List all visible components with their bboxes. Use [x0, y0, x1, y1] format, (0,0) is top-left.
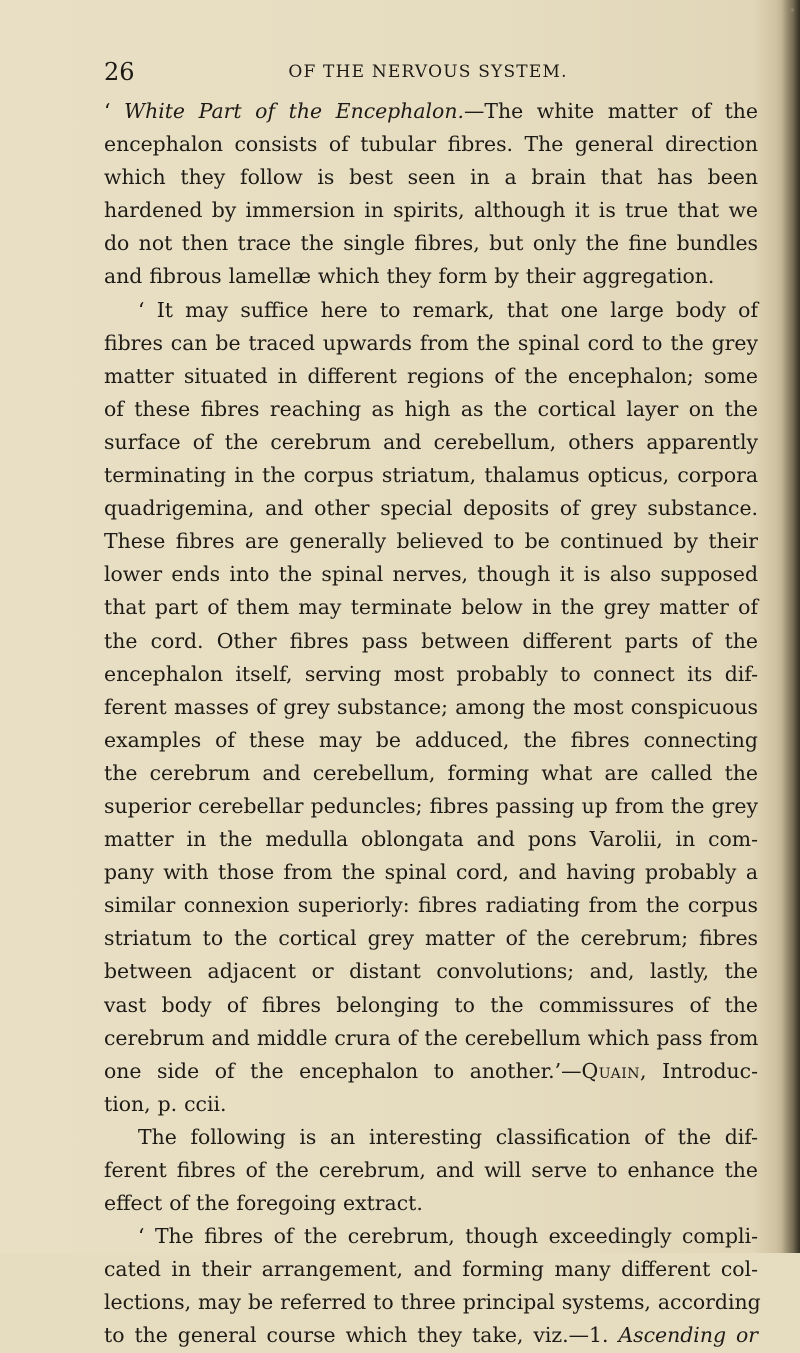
text-line: terminating in the corpus striatum, thalamus opticus, corpora [104, 463, 758, 488]
text-line: superior cerebellar peduncles; fibres passing up from the grey [104, 793, 758, 818]
text-line: cated in their arrangement, and forming many different col- [104, 1257, 758, 1282]
text-line: of these fibres reaching as high as the cortical layer on the [104, 396, 758, 421]
text-line: lower ends into the spinal nerves, though it is also supposed [104, 562, 758, 587]
text-line: ‘ White Part of the Encephalon.—The white matter of the [104, 99, 758, 123]
page-number: 26 [104, 58, 135, 86]
text-line: encephalon itself, serving most probably to connect its dif- [104, 661, 758, 686]
text-line: do not then trace the single fibres, but only the fine bundles [104, 231, 758, 256]
text-line: between adjacent or distant convolutions; and, lastly, the [104, 959, 758, 984]
text-line: hardened by immersion in spirits, although it is true that we [104, 198, 758, 223]
text-line: fibres can be traced upwards from the spinal cord to the grey [104, 330, 758, 355]
text-line: The following is an interesting classification of the dif- [138, 1124, 758, 1149]
text-line: that part of them may terminate below in the grey matter of [104, 595, 758, 620]
text-line: striatum to the cortical grey matter of the cerebrum; fibres [104, 926, 758, 951]
text-line: and fibrous lamellæ which they form by their aggregation. [104, 264, 715, 289]
text-line: similar connexion superiorly: fibres radiating from the corpus [104, 893, 758, 918]
page-header [104, 58, 752, 88]
text-line: matter in the medulla oblongata and pons Varolii, in com- [104, 827, 758, 852]
text-line: the cerebrum and cerebellum, forming what are called the [104, 760, 758, 785]
text-line: tion, p. ccii. [104, 1091, 227, 1116]
text-line: to the general course which they take, viz.—1. Ascending or [104, 1323, 759, 1348]
text-line: effect of the foregoing extract. [104, 1191, 423, 1216]
text-line: ferent fibres of the cerebrum, and will serve to enhance the [104, 1158, 758, 1182]
page-speck [790, 8, 794, 12]
page-edge-shadow [782, 0, 800, 1253]
text-line: matter situated in different regions of the encephalon; some [104, 363, 758, 388]
text-line: the cord. Other fibres pass between different parts of the [104, 628, 758, 653]
text-line: ferent masses of grey substance; among the most conspicuous [104, 694, 758, 719]
text-line: ‘ It may suffice here to remark, that one large body of [138, 297, 758, 322]
citation-author: Quain [581, 1058, 641, 1083]
text-line: These fibres are generally believed to be continued by their [104, 529, 758, 554]
text-line: examples of these may be adduced, the fibres connecting [104, 727, 758, 752]
text-line: one side of the encephalon to another.’—Quain, Introduc- [104, 1058, 758, 1083]
text-line: encephalon consists of tubular fibres. The general direction [104, 132, 758, 157]
text-line: vast body of fibres belonging to the commissures of the [104, 992, 758, 1017]
text-line: ‘ The fibres of the cerebrum, though exceedingly compli- [138, 1224, 758, 1249]
body-text [104, 95, 761, 1353]
text-line: lections, may be referred to three principal systems, according [104, 1290, 761, 1315]
text-line: quadrigemina, and other special deposits of grey substance. [104, 496, 758, 521]
text-line: cerebrum and middle crura of the cerebellum which pass from [104, 1025, 759, 1050]
running-title: OF THE NERVOUS SYSTEM. [288, 62, 568, 82]
text-line: which they follow is best seen in a brain that has been [104, 165, 758, 190]
text-line: surface of the cerebrum and cerebellum, others apparently [104, 429, 758, 454]
text-line: pany with those from the spinal cord, and having probably a [104, 860, 758, 885]
